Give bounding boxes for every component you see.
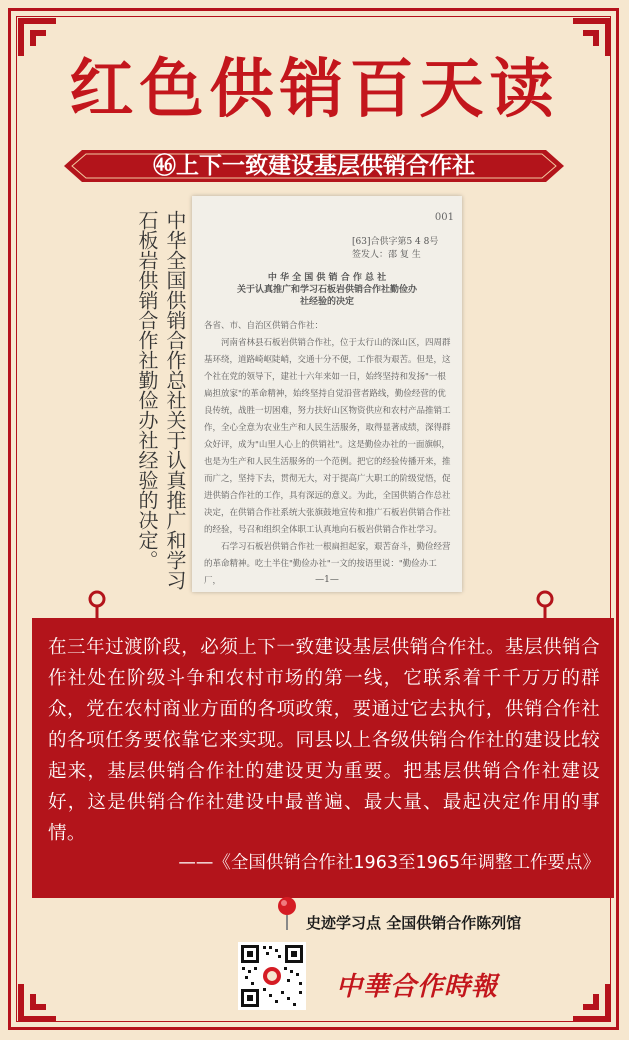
quote-source: ——《全国供销合作社1963至1965年调整工作要点》	[178, 853, 600, 873]
document-heading-line-2: 关于认真推广和学习石板岩供销合作社勤俭办	[236, 285, 417, 295]
location-pin-icon	[276, 896, 298, 936]
document-reference	[352, 236, 438, 262]
document-number: 001	[434, 212, 454, 223]
subtitle-ribbon	[64, 146, 564, 186]
document-body: 各省、市、自治区供销合作社： 河南省林县石板岩供销合作社，位于太行山的深山区，四周群基环绕，道路崎岖陡峭，交通十分不便，工作很为艰苦。但是，这个社在党的领导下，建社十六年来如一日，始终坚持和发扬"一根扁担放家"的革命精神，始终坚持自觉沿营者路线，勤俭经营的优良传统，战胜一切困难，努力扶好山区物资供应和农村产品推销工作，全心全意为农业生产和人民生活服务，取得显著成绩，深得群众好评，成为"山里人心上的供销社"。这是勤俭办社的一面旗帜，也是为生产和人民生活服务的一个范例。把它的经验传播开来，推而广之，坚持下去，贯彻无大，对于提高广大职工的阶级觉悟，促进供销合作社的工作，具有深远的意义。为此，全国供销合作总社决定，在供销合作社系统大张旗鼓地宣传和推广石板岩供销合作社的经验，号召和组织全体职工认真地向石板岩供销合作社学习。 石学习石板岩供销合作社一根扁担起家，艰苦奋斗，勤俭经营的革命精神。吃土半住"勤俭办社"一文的按语里说："勤俭办工厂，	[204, 321, 451, 586]
quote-text: 在三年过渡阶段，必须上下一致建设基层供销合作社。基层供销合作社处在阶级斗争和农村市场的第一线，它联系着千千万万的群众，党在农村商业方面的各项政策，要通过它去执行，供销合作社的各项任务要依靠它来实现。同县以上各级供销合作社的建设比较起来，基层供销合作社的建设更为重要。把基层供销合作社建设好，这是供销合作社建设中最普遍、最大量、最起决定作用的事情。	[48, 637, 600, 844]
document-page-number: —1—	[315, 575, 339, 585]
document-heading-line-3: 社经验的决定	[299, 297, 354, 307]
qr-code[interactable]	[238, 942, 306, 1010]
document-ref-line-2: 签发人：邵 复 生	[352, 250, 421, 260]
corner-ornament-bottom-left	[16, 980, 60, 1024]
brand-logo: 中華合作時報	[336, 972, 499, 1002]
caption-column-2: 石板岩供销合作社勤俭办社经验的决定。	[135, 210, 159, 570]
location-label: 史迹学习点 全国供销合作陈列馆	[306, 914, 522, 932]
caption-column-1: 中华全国供销合作总社关于认真推广和学习	[163, 210, 187, 590]
corner-ornament-bottom-right	[569, 980, 613, 1024]
document-heading-line-1: 中 华 全 国 供 销 合 作 总 社	[267, 273, 387, 283]
historical-document-image	[192, 196, 462, 592]
document-heading	[192, 272, 462, 308]
quote-box	[32, 618, 614, 898]
page-title: 红色供销百天读	[69, 52, 560, 127]
document-ref-line-1: [63]合供字第5 4 8号	[352, 237, 439, 247]
subtitle-text: ㊻上下一致建设基层供销合作社	[153, 152, 475, 179]
